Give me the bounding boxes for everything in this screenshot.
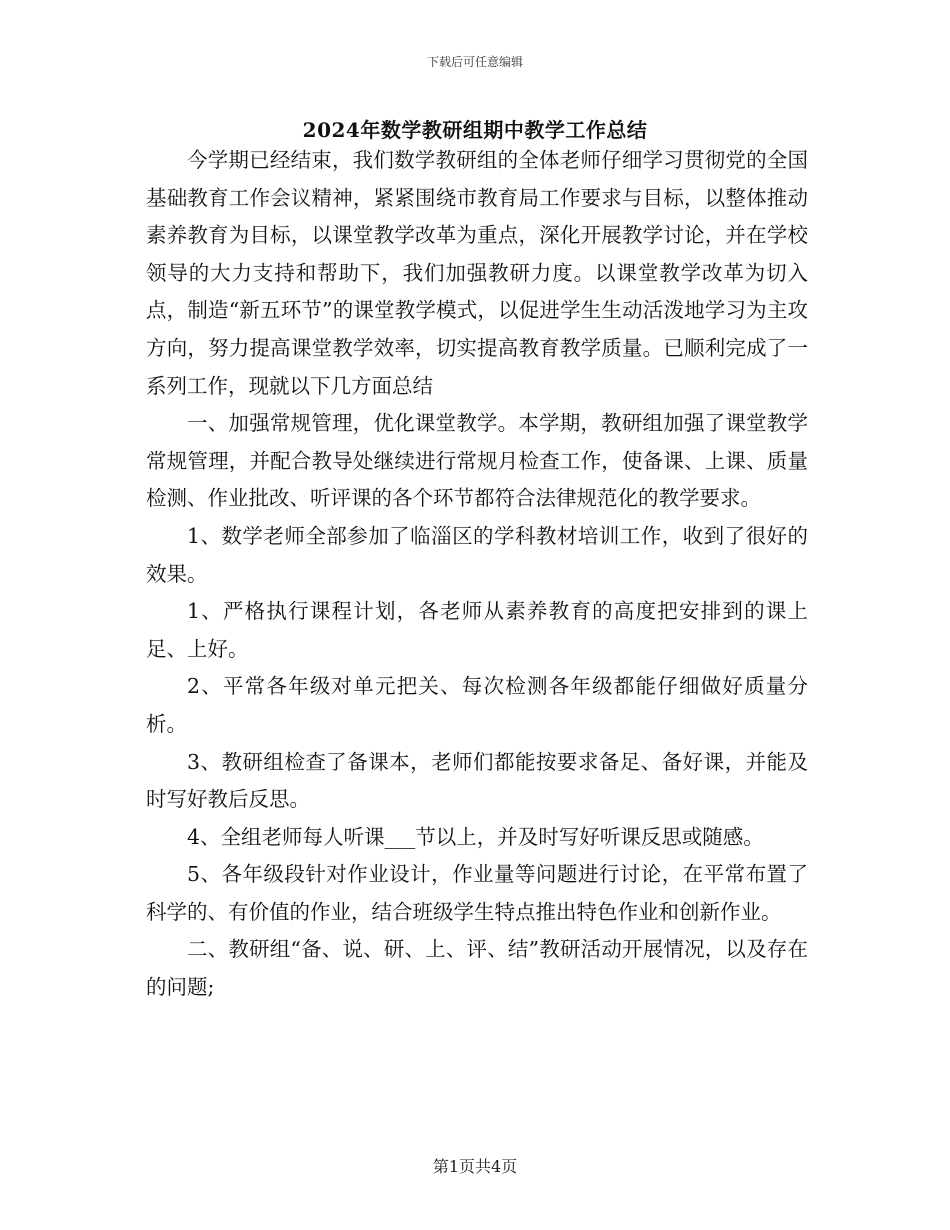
paragraph-intro: 今学期已经结束，我们数学教研组的全体老师仔细学习贯彻党的全国基础教育工作会议精神，紧紧围绕市教育局工作要求与目标，以整体推动素养教育为目标，以课堂教学改革为重点，深化开展教学讨论，并在学校领导的大力支持和帮助下，我们加强教研力度。以课堂教学改革为切入点，制造“新五环节”的课堂教学模式，以促进学生生动活泼地学习为主攻方向，努力提高课堂教学效率，切实提高教育教学质量。已顺利完成了一系列工作，现就以下几方面总结 [146, 148, 808, 398]
paragraph-item: 2、平常各年级对单元把关、每次检测各年级都能仔细做好质量分析。 [146, 674, 808, 736]
paragraph-item: 5、各年级段针对作业设计，作业量等问题进行讨论，在平常布置了科学的、有价值的作业，结合班级学生特点推出特色作业和创新作业。 [146, 862, 808, 924]
paragraph-item: 1、严格执行课程计划，各老师从素养教育的高度把安排到的课上足、上好。 [146, 599, 808, 661]
paragraph-item: 4、全组老师每人听课___节以上，并及时写好听课反思或随感。 [187, 824, 764, 849]
paragraph-item: 1、数学老师全部参加了临淄区的学科教材培训工作，收到了很好的效果。 [146, 523, 808, 586]
header-note: 下载后可任意编辑 [426, 55, 523, 69]
paragraph-section-2: 二、教研组“备、说、研、上、评、结”教研活动开展情况，以及存在的问题; [146, 937, 808, 1000]
document-body [146, 142, 808, 1007]
paragraph-item: 3、教研组检查了备课本，老师们都能按要求备足、备好课，并能及时写好教后反思。 [146, 749, 808, 812]
paragraph-section-1: 一、加强常规管理，优化课堂教学。本学期，教研组加强了课堂教学常规管理，并配合教导处继续进行常规月检查工作，使备课、上课、质量检测、作业批改、听评课的各个环节都符合法律规范化的教学要求。 [146, 411, 808, 511]
document-title: 2024年数学教研组期中教学工作总结 [302, 118, 648, 142]
page-number: 第1页共4页 [432, 1157, 518, 1176]
